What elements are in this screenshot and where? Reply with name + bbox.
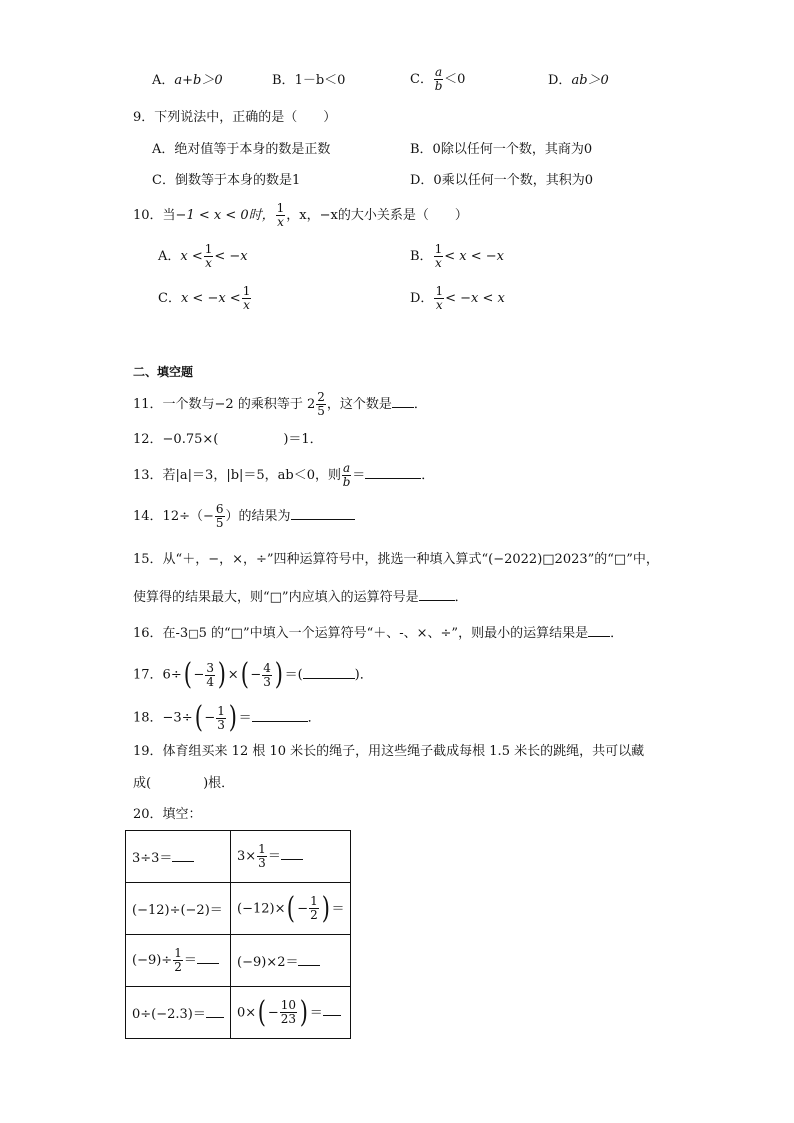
- table-cell: (−9)×2＝: [231, 935, 351, 987]
- table-cell: (−12)÷(−2)＝: [126, 883, 231, 935]
- q12: 12．−0.75×( )＝1．: [133, 432, 323, 447]
- q10-option-a: A．x < $\frac{1}{x}$ < −x: [158, 242, 248, 270]
- table-cell: 0×( − $\frac{10}{23}$ ) ＝: [231, 987, 351, 1039]
- q8-option-c-fraction: $\frac{a}{b}$: [434, 65, 443, 93]
- table-row: [126, 831, 351, 883]
- q9-option-a: A．绝对值等于本身的数是正数: [152, 142, 331, 157]
- q10-option-b: B． $\frac{1}{x}$ < x < −x: [410, 242, 504, 270]
- q14: 14．12÷（− $\frac{6}{5}$ ）的结果为: [133, 503, 355, 530]
- table-row: [126, 935, 351, 987]
- q8-option-b-label: B．: [272, 73, 295, 88]
- q14-answer-blank[interactable]: [291, 507, 355, 520]
- q16: 16．在-3□5 的“□”中填入一个运算符号“＋、-、×、÷”，则最小的运算结果是 ．: [133, 626, 624, 641]
- q20-stem: 20．填空：: [133, 807, 202, 822]
- table-row: [126, 883, 351, 935]
- table-cell: (−12)×( − $\frac{1}{2}$ ) ＝: [231, 883, 351, 935]
- q18: 18．−3÷( − $\frac{1}{3}$ ) ＝ ．: [133, 700, 321, 735]
- q8-option-d-label: D．: [548, 73, 572, 88]
- table-cell: 0÷(−2.3)＝: [126, 987, 231, 1039]
- q15-line2: 使算得的结果最大，则“□”内应填入的运算符号是 ．: [133, 590, 468, 605]
- q11-answer-blank[interactable]: [392, 395, 414, 408]
- q8-option-b-text: 1－b＜0: [294, 73, 346, 88]
- answer-blank[interactable]: [323, 1003, 341, 1016]
- q11: 11．一个数与−2 的乘积等于 2 $\frac{2}{5}$ ，这个数是 ．: [133, 390, 427, 418]
- q13: 13．若|a|＝3，|b|＝5，ab＜0，则 $\frac{a}{b}$ ＝ ．: [133, 461, 435, 489]
- q10-option-d: D． $\frac{1}{x}$ < −x < x: [410, 284, 505, 312]
- q15-answer-blank[interactable]: [419, 588, 455, 601]
- table-cell: (−9)÷ $\frac{1}{2}$ ＝: [126, 935, 231, 987]
- q15-line1: 15．从“＋，−，×，÷”四种运算符号中，挑选一种填入算式“(−2022)□2023”的“□”中，: [133, 552, 659, 567]
- q17-answer-blank[interactable]: [303, 666, 355, 679]
- answer-blank[interactable]: [281, 847, 303, 860]
- answer-blank[interactable]: [298, 953, 320, 966]
- q10-stem-fraction: $\frac{1}{x}$: [276, 201, 285, 229]
- q8-option-b: [272, 73, 345, 89]
- q19-line2: 成( )根．: [133, 776, 235, 791]
- section-heading: 二、填空题: [133, 365, 194, 379]
- q8-option-d: [548, 73, 609, 89]
- table-row: [126, 987, 351, 1039]
- answer-blank[interactable]: [206, 1005, 224, 1018]
- q8-option-c-text: ＜0: [444, 72, 466, 87]
- q16-answer-blank[interactable]: [588, 624, 610, 637]
- answer-blank[interactable]: [172, 849, 194, 862]
- q8-option-a-text: a+b＞0: [174, 73, 223, 88]
- q17: 17．6÷( − $\frac{3}{4}$ ) ×( − $\frac{4}{3}$ ) ＝( )．: [133, 657, 373, 692]
- table-cell: 3÷3＝: [126, 831, 231, 883]
- table-cell: 3× $\frac{1}{3}$ ＝: [231, 831, 351, 883]
- q9-option-c: C．倒数等于本身的数是1: [152, 173, 301, 188]
- q9-option-b: B．0除以任何一个数，其商为0: [410, 142, 593, 157]
- q8-option-c-label: C．: [410, 72, 433, 87]
- q9-option-d: D．0乘以任何一个数，其积为0: [410, 173, 593, 188]
- q8-option-a: [152, 73, 223, 89]
- q10-stem: 10．当−1 < x < 0时， $\frac{1}{x}$ ，x，−x的大小关系是（ ）: [133, 201, 468, 229]
- q8-option-c: [410, 66, 465, 93]
- q9-stem: 9．下列说法中，正确的是（ ）: [133, 110, 337, 125]
- q13-answer-blank[interactable]: [365, 466, 421, 479]
- answer-blank[interactable]: [197, 951, 219, 964]
- q10-option-c: C．x < −x < $\frac{1}{x}$: [158, 284, 251, 312]
- q19-line1: 19．体育组买来 12 根 10 米长的绳子，用这些绳子截成每根 1.5 米长的跳绳，共可以藏: [133, 744, 645, 759]
- q8-option-a-label: A．: [152, 73, 175, 88]
- q8-option-d-text: ab＞0: [571, 73, 609, 88]
- q18-answer-blank[interactable]: [252, 709, 308, 722]
- q20-table: [125, 830, 351, 1039]
